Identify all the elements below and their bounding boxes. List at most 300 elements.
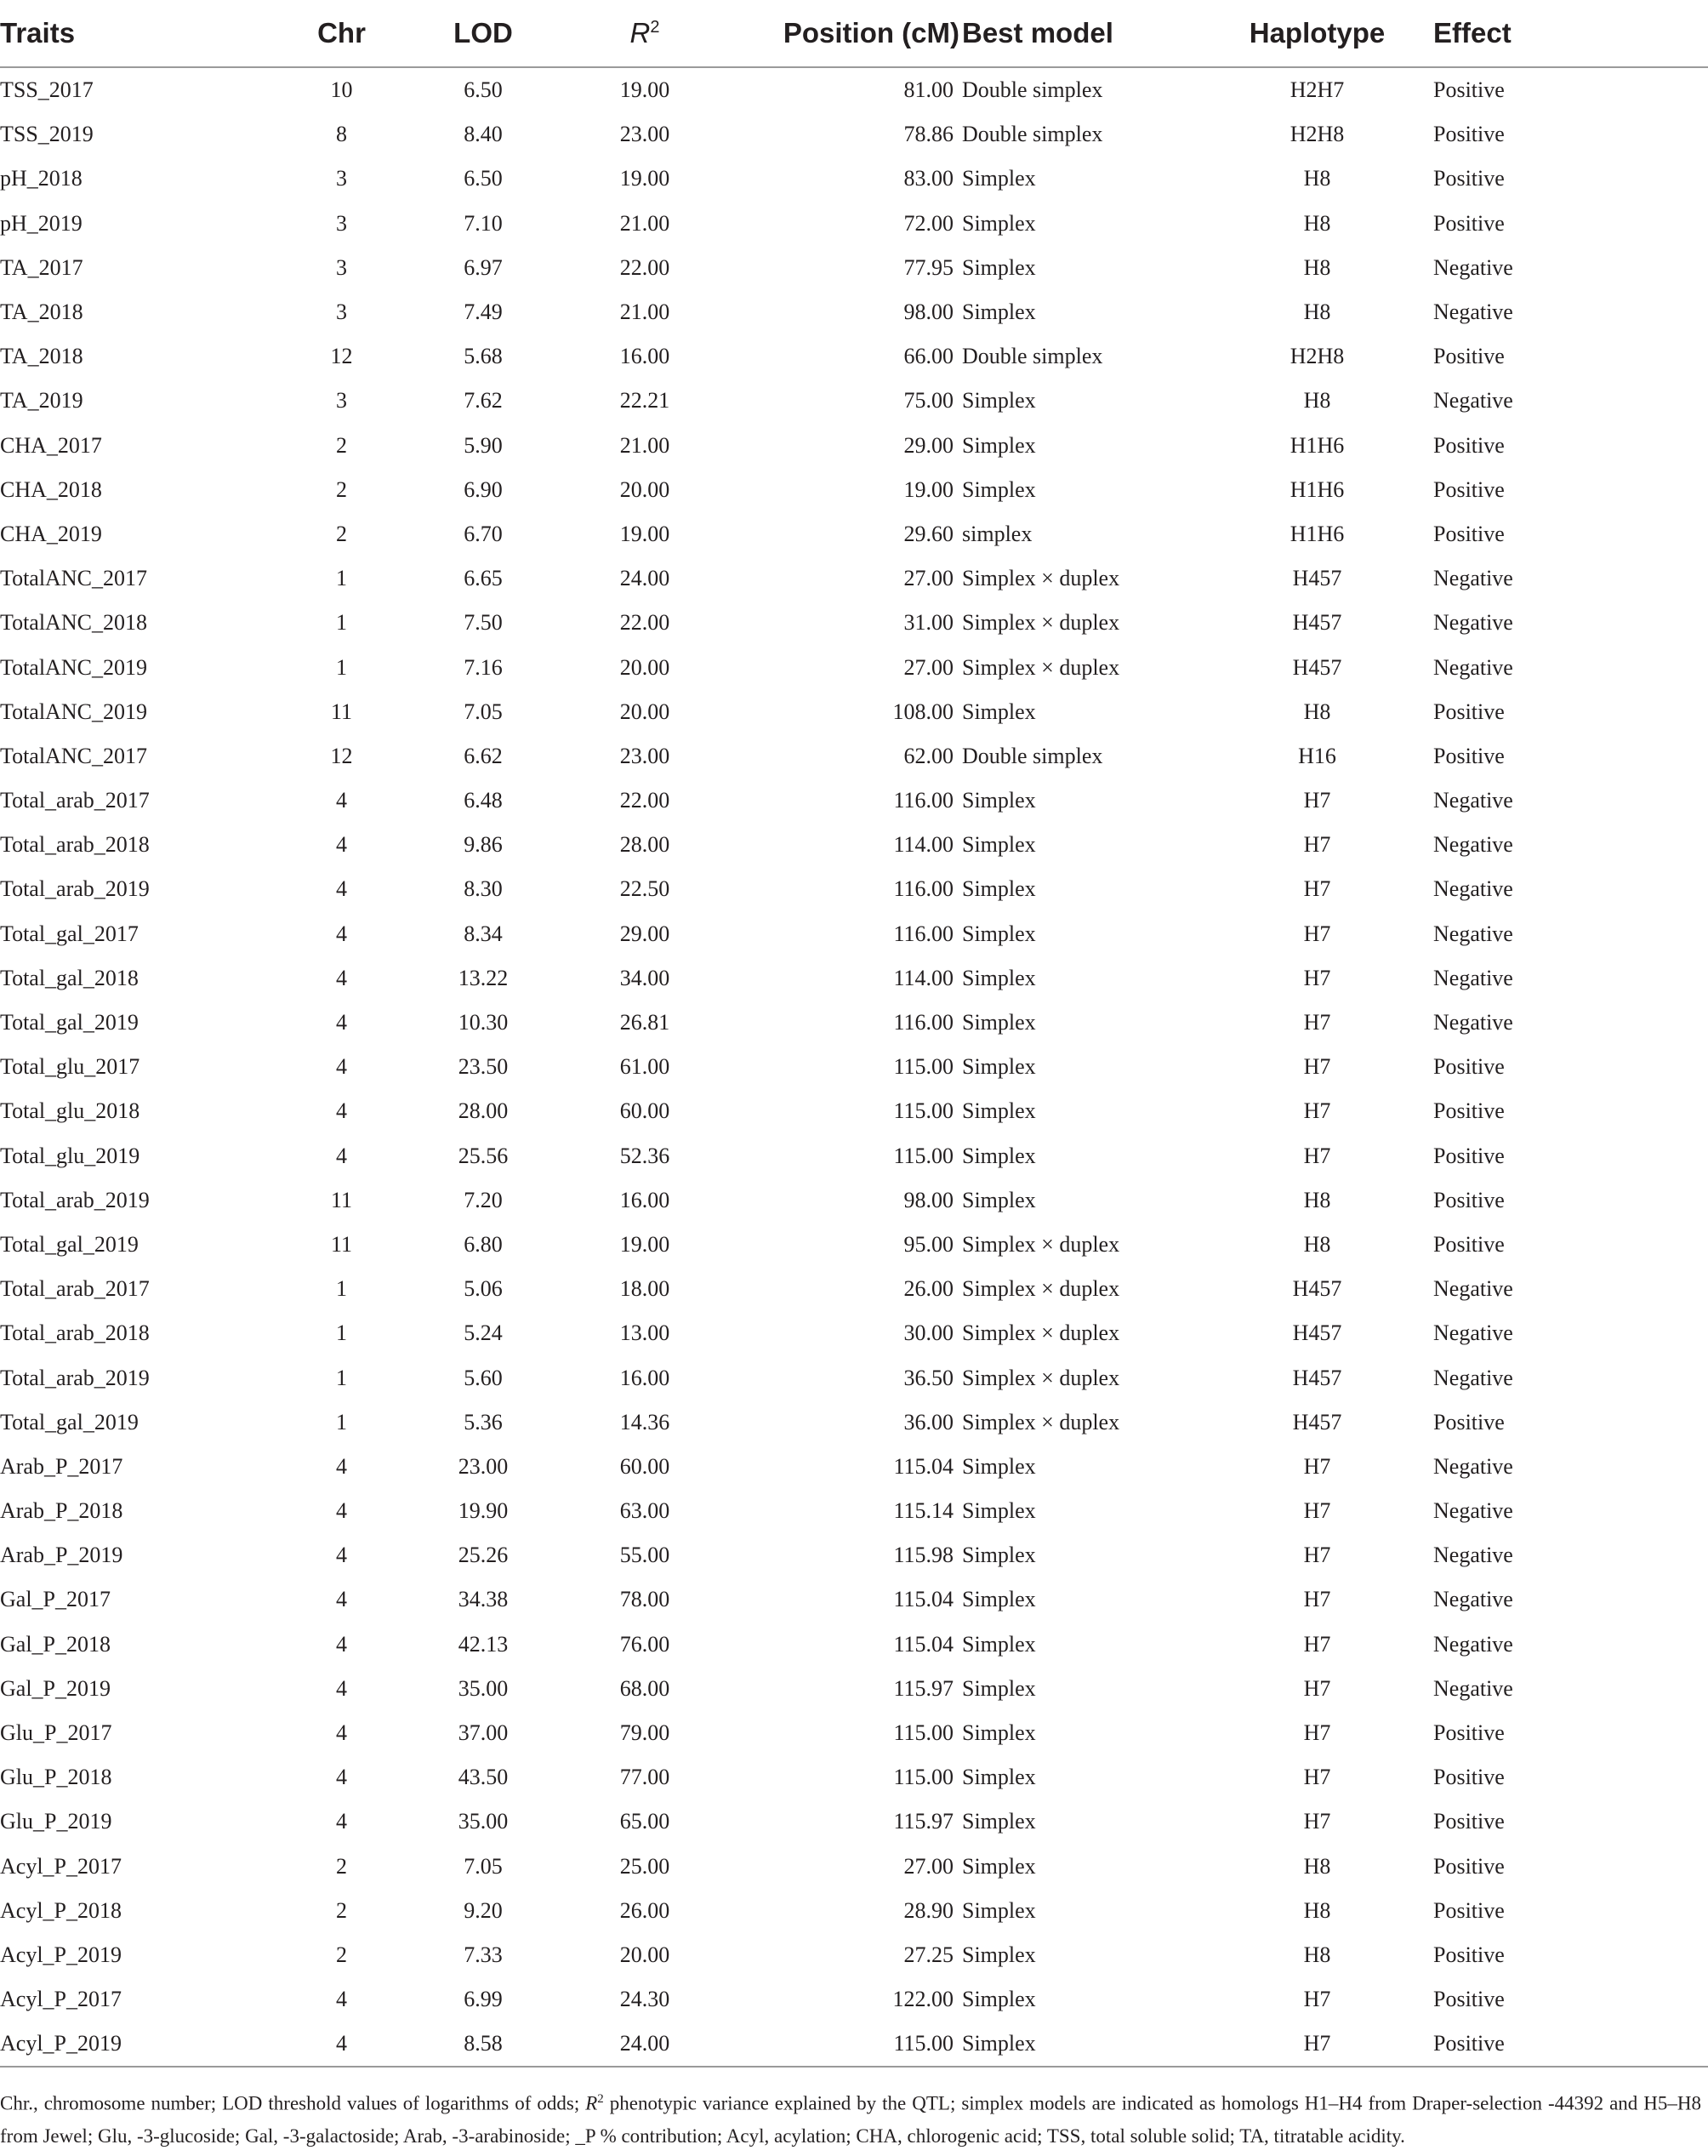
cell-trait: Glu_P_2017 [0,1720,112,1746]
cell-lod: 19.90 [458,1498,509,1524]
cell-haplotype: H7 [1303,1054,1331,1080]
cell-position: 115.00 [726,2022,959,2067]
cell-position: 115.00 [893,1143,954,1168]
cell-position: 28.90 [903,1897,954,1923]
cell-trait: Total_glu_2017 [0,1054,140,1080]
cell-trait: TA_2019 [0,388,83,414]
cell-effect: Positive [1433,166,1505,191]
cell-r2: 28.00 [619,832,670,858]
cell-r2: 23.00 [619,743,670,768]
cell-lod: 6.50 [464,77,503,103]
cell-position: 114.00 [893,965,954,990]
cell-position: 98.00 [903,1187,954,1212]
cell-r2: 25.00 [619,1853,670,1879]
cell-chr: 4 [336,1054,347,1080]
cell-r2: 24.30 [619,1987,670,2012]
cell-best-model: Simplex × duplex [962,1365,1120,1390]
cell-chr: 1 [336,1365,347,1390]
cell-position: 122.00 [892,1987,954,2012]
cell-r2: 21.00 [619,210,670,236]
cell-trait: Gal_P_2019 [0,1675,111,1701]
cell-haplotype: H8 [1303,166,1331,191]
cell-haplotype: H7 [1303,965,1331,990]
table-row [0,1623,1708,1667]
cell-effect: Positive [1433,1809,1505,1834]
cell-lod: 6.50 [464,166,503,191]
cell-r2: 68.00 [619,1675,670,1701]
cell-chr: 4 [336,1587,347,1612]
cell-best-model: Simplex [962,299,1036,325]
table-row [0,1667,1708,1711]
cell-r2: 26.81 [619,1010,670,1035]
cell-haplotype: H7 [1303,1010,1331,1035]
table-row [0,424,1708,468]
cell-haplotype: H457 [1292,1365,1342,1390]
header-row [0,0,1708,67]
cell-position: 116.00 [893,921,954,946]
cell-r2: 24.00 [619,566,670,591]
table-row [0,867,1708,911]
cell-chr: 3 [336,254,347,280]
cell-best-model: Simplex [962,1675,1036,1701]
cell-effect: Negative [1433,832,1513,858]
cell-lod: 7.16 [464,654,503,680]
cell-trait: Total_arab_2019 [0,1365,150,1390]
cell-r2: 18.00 [619,1276,670,1302]
cell-position: 77.95 [903,254,954,280]
cell-effect: Positive [1433,699,1505,724]
cell-trait: Acyl_P_2019 [0,1942,122,1967]
cell-position: 27.00 [903,566,954,591]
header-haplotype: Haplotype [1233,0,1401,67]
cell-r2: 14.36 [619,1409,670,1434]
cell-chr: 2 [336,476,347,502]
cell-position: 66.00 [903,344,954,369]
cell-position: 29.60 [903,521,954,546]
cell-chr: 2 [336,1897,347,1923]
table-row [0,1845,1708,1889]
cell-best-model: Simplex [962,432,1036,458]
cell-effect: Negative [1433,254,1513,280]
header-r2 [564,0,726,67]
table-row [0,1400,1708,1445]
cell-position: 115.98 [893,1543,954,1568]
cell-best-model: Simplex [962,1809,1036,1834]
cell-chr: 8 [336,122,347,147]
cell-position: 115.00 [893,1720,954,1746]
cell-effect: Negative [1433,788,1513,813]
cell-r2: 21.00 [619,299,670,325]
cell-best-model: Simplex [962,699,1036,724]
cell-r2: 19.00 [619,1231,670,1257]
table-row [0,1355,1708,1400]
cell-r2: 21.00 [619,432,670,458]
cell-chr: 11 [330,699,353,724]
cell-haplotype: H8 [1303,1897,1331,1923]
cell-r2: 52.36 [619,1143,670,1168]
cell-position: 26.00 [903,1276,954,1302]
cell-haplotype: H457 [1292,1276,1342,1302]
cell-best-model: Simplex [959,2022,1233,2067]
cell-best-model: Simplex [962,1987,1036,2012]
cell-lod: 6.65 [464,566,503,591]
cell-best-model: Simplex [962,1853,1036,1879]
cell-position: 108.00 [892,699,954,724]
cell-trait: Glu_P_2019 [0,1809,112,1834]
cell-r2: 76.00 [619,1631,670,1657]
cell-r2: 13.00 [619,1320,670,1346]
cell-best-model: Simplex [962,832,1036,858]
cell-haplotype: H457 [1292,610,1342,636]
cell-chr: 4 [336,1675,347,1701]
cell-chr: 4 [336,1631,347,1657]
table-row [0,2022,1708,2067]
cell-chr: 4 [336,832,347,858]
cell-haplotype: H7 [1303,1675,1331,1701]
cell-chr: 4 [336,1987,347,2012]
cell-lod: 5.24 [464,1320,503,1346]
cell-chr: 1 [336,610,347,636]
cell-r2: 22.50 [619,876,670,902]
cell-lod: 28.00 [458,1098,509,1124]
cell-position: 62.00 [903,743,954,768]
table-footnote [0,2068,1708,2153]
cell-position: 83.00 [903,166,954,191]
cell-haplotype: H8 [1303,299,1331,325]
cell-r2: 63.00 [619,1498,670,1524]
cell-lod: 23.00 [458,1453,509,1479]
cell-lod: 6.70 [464,521,503,546]
cell-best-model: Simplex [962,965,1036,990]
cell-chr: 3 [336,166,347,191]
cell-haplotype: H2H8 [1290,122,1345,147]
cell-best-model: Simplex × duplex [962,1320,1120,1346]
table-row [0,601,1708,645]
cell-best-model: Simplex [962,1587,1036,1612]
cell-r2: 79.00 [619,1720,670,1746]
cell-chr: 2 [336,432,347,458]
cell-chr: 4 [336,1453,347,1479]
cell-trait: Acyl_P_2017 [0,1987,122,2012]
cell-chr: 2 [336,521,347,546]
table-row [0,1223,1708,1267]
table-row [0,1755,1708,1800]
cell-chr: 3 [336,210,347,236]
cell-trait: Gal_P_2017 [0,1587,111,1612]
cell-chr: 4 [336,1010,347,1035]
cell-haplotype: H7 [1303,1143,1331,1168]
cell-trait: Total_arab_2018 [0,832,150,858]
cell-position: 115.97 [893,1675,954,1701]
cell-haplotype: H7 [1303,1453,1331,1479]
cell-best-model: Simplex [962,1187,1036,1212]
cell-best-model: Simplex × duplex [962,610,1120,636]
cell-effect: Negative [1433,610,1513,636]
table-row [0,823,1708,867]
cell-haplotype: H8 [1303,254,1331,280]
cell-chr: 4 [336,1098,347,1124]
cell-position: 29.00 [903,432,954,458]
table-row [0,202,1708,246]
cell-effect: Positive [1433,77,1505,103]
cell-haplotype: H7 [1303,1765,1331,1790]
cell-best-model: Simplex [962,210,1036,236]
cell-effect: Positive [1433,1098,1505,1124]
table-row [0,1089,1708,1133]
table-row [0,556,1708,601]
cell-effect: Negative [1433,1675,1513,1701]
cell-effect: Positive [1433,1187,1505,1212]
cell-haplotype: H457 [1292,1320,1342,1346]
cell-lod: 6.99 [464,1987,503,2012]
cell-chr: 11 [330,1187,353,1212]
table-row [0,1933,1708,1977]
cell-chr: 3 [336,299,347,325]
cell-lod: 25.56 [458,1143,509,1168]
cell-effect: Positive [1433,344,1505,369]
cell-lod: 6.62 [464,743,503,768]
cell-best-model: Simplex [962,1543,1036,1568]
table-row [0,334,1708,379]
cell-trait: Glu_P_2018 [0,1765,112,1790]
table-row [0,512,1708,556]
cell-effect: Positive [1433,210,1505,236]
table-row [0,1489,1708,1533]
cell-trait: Total_arab_2017 [0,1276,150,1302]
cell-chr: 2 [336,1942,347,1967]
cell-r2: 61.00 [619,1054,670,1080]
cell-lod: 9.86 [464,832,503,858]
cell-best-model: Simplex [962,1453,1036,1479]
cell-best-model: Simplex [962,788,1036,813]
cell-lod: 6.97 [464,254,503,280]
footnote-part1: Chr., chromosome number; LOD threshold values of logarithms of odds; [0,2092,586,2114]
table-row [0,112,1708,157]
cell-position: 115.97 [893,1809,954,1834]
cell-haplotype: H457 [1292,566,1342,591]
table-row [0,379,1708,423]
cell-haplotype: H7 [1303,1720,1331,1746]
cell-chr: 4 [336,1765,347,1790]
cell-effect: Negative [1433,1453,1513,1479]
cell-haplotype: H7 [1303,1543,1331,1568]
cell-position: 72.00 [903,210,954,236]
cell-best-model: Simplex [962,1897,1036,1923]
table-row [0,956,1708,1001]
cell-lod: 6.90 [464,476,503,502]
cell-r2: 24.00 [564,2022,726,2067]
cell-effect: Positive [1433,476,1505,502]
cell-trait: Total_glu_2018 [0,1098,140,1124]
table-row [0,1800,1708,1844]
cell-r2: 22.00 [619,788,670,813]
table-row [0,1445,1708,1489]
cell-best-model: Simplex × duplex [962,1409,1120,1434]
cell-trait: Acyl_P_2017 [0,1853,122,1879]
cell-trait: TotalANC_2017 [0,743,147,768]
cell-position: 116.00 [893,1010,954,1035]
cell-trait: Total_gal_2019 [0,1010,139,1035]
header-best-model: Best model [959,0,1233,67]
table-row [0,734,1708,779]
cell-lod: 5.90 [464,432,503,458]
cell-position: 115.14 [893,1498,954,1524]
cell-r2: 55.00 [619,1543,670,1568]
cell-haplotype: H8 [1303,1231,1331,1257]
cell-trait: CHA_2019 [0,521,102,546]
cell-trait: CHA_2018 [0,476,102,502]
cell-haplotype: H16 [1298,743,1336,768]
cell-lod: 9.20 [464,1897,503,1923]
cell-best-model: Double simplex [962,77,1103,103]
cell-lod: 7.49 [464,299,503,325]
cell-best-model: Simplex [962,1942,1036,1967]
cell-trait: TSS_2017 [0,77,94,103]
cell-chr: 4 [336,788,347,813]
cell-effect: Positive [1433,1409,1505,1434]
cell-best-model: Simplex [962,1054,1036,1080]
cell-r2: 34.00 [619,965,670,990]
cell-r2: 22.00 [619,254,670,280]
table-row [0,67,1708,112]
cell-position: 19.00 [903,476,954,502]
cell-lod: 7.62 [464,388,503,414]
table-row [0,1045,1708,1089]
cell-lod: 7.50 [464,610,503,636]
cell-effect: Positive [1433,1054,1505,1080]
cell-position: 115.00 [893,1765,954,1790]
cell-haplotype: H7 [1303,876,1331,902]
cell-effect: Negative [1433,654,1513,680]
cell-best-model: Simplex [962,254,1036,280]
footnote-r2-letter: R [585,2092,598,2114]
cell-effect: Positive [1433,122,1505,147]
cell-chr: 12 [330,344,353,369]
cell-r2: 20.00 [619,1942,670,1967]
cell-effect: Positive [1433,1143,1505,1168]
cell-best-model: Double simplex [962,743,1103,768]
cell-trait: Total_arab_2018 [0,1320,150,1346]
table-row [0,690,1708,734]
cell-position: 27.00 [903,654,954,680]
cell-effect: Negative [1433,1276,1513,1302]
cell-r2: 16.00 [619,344,670,369]
cell-r2: 60.00 [619,1098,670,1124]
table-row [0,1711,1708,1755]
cell-lod: 5.68 [464,344,503,369]
cell-best-model: Simplex [962,1720,1036,1746]
cell-chr: 1 [336,1409,347,1434]
cell-lod: 23.50 [458,1054,509,1080]
cell-best-model: Simplex [962,388,1036,414]
cell-haplotype: H1H6 [1290,521,1345,546]
cell-trait: TotalANC_2018 [0,610,147,636]
cell-lod: 34.38 [458,1587,509,1612]
table-row [0,1577,1708,1622]
cell-haplotype: H8 [1303,699,1331,724]
cell-haplotype: H7 [1303,788,1331,813]
cell-trait: pH_2018 [0,166,83,191]
cell-best-model: simplex [962,521,1033,546]
cell-effect: Negative [1433,1498,1513,1524]
cell-position: 95.00 [903,1231,954,1257]
cell-position: 115.04 [893,1587,954,1612]
cell-chr: 4 [336,921,347,946]
cell-trait: Total_glu_2019 [0,1143,140,1168]
cell-position: 81.00 [903,77,954,103]
cell-effect: Positive [1433,743,1505,768]
cell-haplotype: H7 [1303,1809,1331,1834]
cell-chr: 3 [336,388,347,414]
cell-chr: 10 [330,77,353,103]
cell-position: 98.00 [903,299,954,325]
cell-lod: 37.00 [458,1720,509,1746]
table-row [0,157,1708,201]
cell-chr: 4 [336,965,347,990]
cell-trait: Acyl_P_2018 [0,1897,122,1923]
cell-position: 115.00 [893,1098,954,1124]
cell-effect: Negative [1433,965,1513,990]
cell-haplotype: H8 [1303,1853,1331,1879]
cell-trait: Arab_P_2019 [0,1543,123,1568]
cell-chr: 4 [336,1720,347,1746]
cell-lod: 35.00 [458,1809,509,1834]
cell-chr: 1 [336,1320,347,1346]
cell-lod: 35.00 [458,1675,509,1701]
cell-r2: 16.00 [619,1187,670,1212]
cell-trait: Arab_P_2017 [0,1453,123,1479]
cell-effect: Negative [1433,388,1513,414]
cell-best-model: Simplex × duplex [962,1231,1120,1257]
footnote-part2: phenotypic variance explained by the QTL; simplex models are indicated as homologs H1–H4 from Draper-selection -44392 and H5–H8 from Jewel; Glu, -3-glucoside; Gal, -3-galactoside; Arab, -3-arabinoside; _P % contribution; Acyl, acylation; CHA, chlorogenic acid; TSS, total soluble solid; TA, titratable acidity. [0,2092,1701,2147]
cell-r2: 22.21 [619,388,670,414]
cell-trait: Total_gal_2017 [0,921,139,946]
cell-lod: 7.20 [464,1187,503,1212]
cell-chr: 11 [330,1231,353,1257]
cell-trait: pH_2019 [0,210,83,236]
cell-trait: Acyl_P_2019 [0,2022,281,2067]
cell-r2: 19.00 [619,521,670,546]
cell-best-model: Simplex × duplex [962,654,1120,680]
cell-haplotype: H2H8 [1290,344,1345,369]
cell-haplotype: H7 [1233,2022,1401,2067]
cell-haplotype: H2H7 [1290,77,1345,103]
cell-lod: 13.22 [458,965,509,990]
cell-r2: 29.00 [619,921,670,946]
cell-haplotype: H8 [1303,1942,1331,1967]
cell-lod: 25.26 [458,1543,509,1568]
cell-best-model: Simplex [962,476,1036,502]
cell-position: 27.25 [903,1942,954,1967]
cell-effect: Positive [1433,1987,1505,2012]
header-r2-exponent: 2 [650,18,660,37]
cell-r2: 19.00 [619,77,670,103]
header-r2-letter: R [629,17,651,48]
cell-effect: Negative [1433,299,1513,325]
cell-effect: Negative [1433,876,1513,902]
cell-effect: Negative [1433,1365,1513,1390]
cell-haplotype: H8 [1303,210,1331,236]
cell-r2: 16.00 [619,1365,670,1390]
cell-haplotype: H457 [1292,1409,1342,1434]
table-row [0,1889,1708,1933]
header-lod: LOD [402,0,564,67]
cell-trait: Total_arab_2017 [0,788,150,813]
cell-effect: Positive [1433,1720,1505,1746]
header-traits: Traits [0,0,281,67]
cell-position: 115.00 [893,1054,954,1080]
cell-trait: Total_gal_2019 [0,1409,139,1434]
